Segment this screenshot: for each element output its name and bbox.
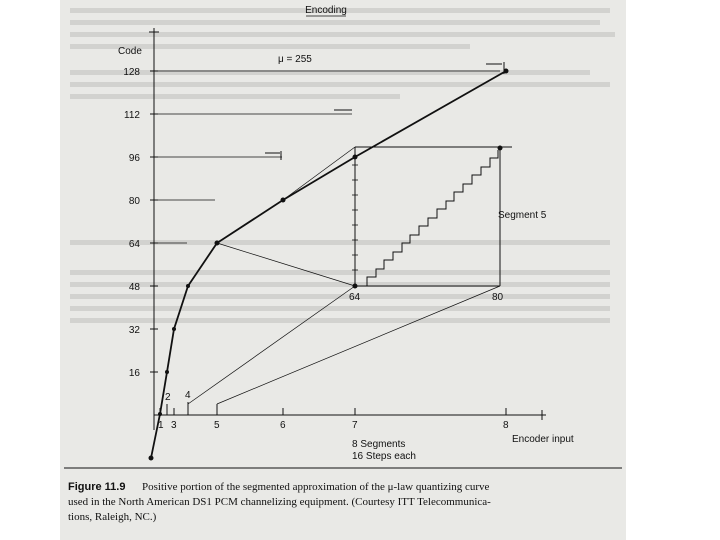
breakpoint-dot	[186, 284, 190, 288]
x-tick-label: 6	[280, 420, 286, 431]
y-tick-label: 112	[124, 110, 140, 121]
inset-x-tick-label: 64	[349, 292, 361, 303]
x-axis-label: Encoder input	[512, 434, 574, 445]
curve-markers	[265, 62, 504, 160]
breakpoint-dot	[158, 412, 162, 416]
caption-line-3: tions, Raleigh, NC.)	[68, 511, 157, 523]
y-tick-label: 64	[128, 239, 140, 250]
projection-lines	[188, 147, 500, 404]
segments-note-line1: 8 Segments	[352, 439, 406, 450]
chart-title: Encoding	[305, 5, 347, 16]
inset-staircase	[367, 150, 498, 286]
axes	[149, 28, 546, 430]
figure-page	[60, 0, 626, 540]
x-ticks	[158, 390, 509, 431]
mu-law-curve	[151, 71, 506, 458]
mu-law-figure	[60, 0, 626, 540]
x-tick-label: 3	[171, 420, 177, 431]
y-ticks	[123, 67, 158, 379]
projection-line	[217, 243, 355, 286]
y-tick-label: 128	[123, 67, 140, 78]
y-tick-label: 80	[128, 196, 140, 207]
x-tick-label: 1	[158, 420, 164, 431]
y-tick-label: 16	[128, 368, 140, 379]
projection-line	[283, 147, 355, 200]
y-tick-label: 48	[128, 282, 140, 293]
inset-x-tick-label: 80	[492, 292, 504, 303]
x-tick-label: 5	[214, 420, 220, 431]
segment-inset	[349, 146, 547, 304]
breakpoint-dot	[149, 456, 154, 461]
y-tick-label: 96	[128, 153, 140, 164]
x-tick-label: 8	[503, 420, 509, 431]
mu-label: μ = 255	[278, 54, 312, 65]
x-tick-label: 2	[165, 392, 171, 403]
caption-line-2: used in the North American DS1 PCM channelizing equipment. (Courtesy ITT Telecommunica-	[68, 496, 491, 508]
breakpoint-dot	[172, 327, 176, 331]
x-tick-label: 7	[352, 420, 358, 431]
caption-figure-number: Figure 11.9	[68, 481, 126, 493]
caption-line-1: Positive portion of the segmented approximation of the μ-law quantizing curve	[142, 481, 490, 493]
segments-note-line2: 16 Steps each	[352, 451, 416, 462]
projection-line	[188, 286, 355, 404]
inset-label: Segment 5	[498, 210, 547, 221]
y-axis-label: Code	[118, 46, 142, 57]
x-tick-label: 4	[185, 390, 191, 401]
breakpoint-dot	[165, 370, 169, 374]
projection-line	[217, 286, 500, 404]
y-tick-label: 32	[128, 325, 140, 336]
inset-end-dot	[498, 146, 503, 151]
